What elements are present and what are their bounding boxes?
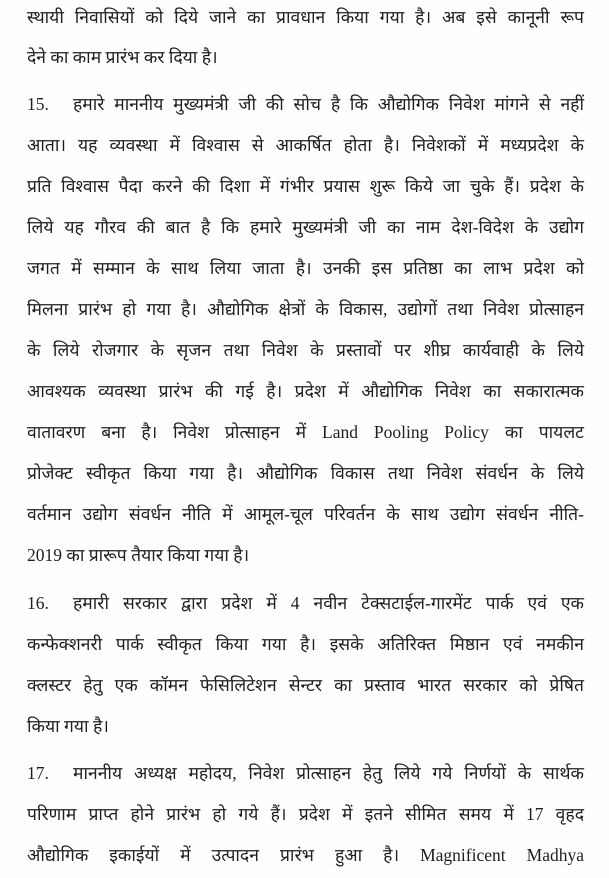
text-line: मिलना प्रारंभ हो गया है। औद्योगिक क्षेत्रों के विकास, उद्योगों तथा निवेश प्रोत्साहन [27,299,584,319]
paragraph-number: 15. [27,94,49,114]
paragraph-16-first-line [27,592,584,614]
text-line: प्रोजेक्ट स्वीकृत किया गया है। औद्योगिक विकास तथा निवेश संवर्धन के लिये [27,463,584,483]
text-line: आवश्यक व्यवस्था प्रारंभ की गई है। प्रदेश में औद्योगिक निवेश का सकारात्मक [27,381,584,401]
text-line: वातावरण बना है। निवेश प्रोत्साहन में Land Pooling Policy का पायलट [27,422,584,442]
text-line: स्थायी निवासियों को दिये जाने का प्रावधान किया गया है। अब इसे कानूनी रूप [27,7,584,27]
paragraph-15-first-line [27,93,584,115]
text-line: आता। यह व्यवस्था में विश्वास से आकर्षित होता है। निवेशकों में मध्यप्रदेश के [27,135,584,155]
paragraph-number: 16. [27,593,49,613]
text-line: के लिये रोजगार के सृजन तथा निवेश के प्रस्तावों पर शीघ्र कार्यवाही के लिये [27,340,584,360]
paragraph-17-first-line [27,762,584,784]
text-line: औद्योगिक इकाईयों में उत्पादन प्रारंभ हुआ है। Magnificent Madhya [27,845,584,865]
text-line: हमारे माननीय मुख्यमंत्री जी की सोच है कि औद्योगिक निवेश मांगने से नहीं [73,94,584,114]
text-line: 2019 का प्रारूप तैयार किया गया है। [27,545,250,565]
text-line: कन्फेक्शनरी पार्क स्वीकृत किया गया है। इसके अतिरिक्त मिष्ठान एवं नमकीन [27,634,584,654]
text-line: लिये यह गौरव की बात है कि हमारे मुख्यमंत्री जी का नाम देश-विदेश के उद्योग [27,217,584,237]
text-line: जगत में सम्मान के साथ लिया जाता है। उनकी इस प्रतिष्ठा का लाभ प्रदेश को [27,258,584,278]
text-line: देने का काम प्रारंभ कर दिया है। [27,47,218,67]
text-line: माननीय अध्यक्ष महोदय, निवेश प्रोत्साहन हेतु लिये गये निर्णयों के सार्थक [73,763,584,783]
text-line: क्लस्टर हेतु एक कॉमन फेसिलिटेशन सेन्टर का प्रस्ताव भारत सरकार को प्रेषित [27,675,584,695]
text-line: वर्तमान उद्योग संवर्धन नीति में आमूल-चूल परिवर्तन के साथ उद्योग संवर्धन नीति- [27,504,584,524]
paragraph-number: 17. [27,763,49,783]
text-line: परिणाम प्राप्त होने प्रारंभ हो गये हैं। प्रदेश में इतने सीमित समय में 17 वृहद [27,804,584,824]
text-line: किया गया है। [27,716,109,736]
text-line: हमारी सरकार द्वारा प्रदेश में 4 नवीन टेक्सटाईल-गारमेंट पार्क एवं एक [73,593,584,613]
text-line: प्रति विश्वास पैदा करने की दिशा में गंभीर प्रयास शुरू किये जा चुके हैं। प्रदेश के [27,176,584,196]
